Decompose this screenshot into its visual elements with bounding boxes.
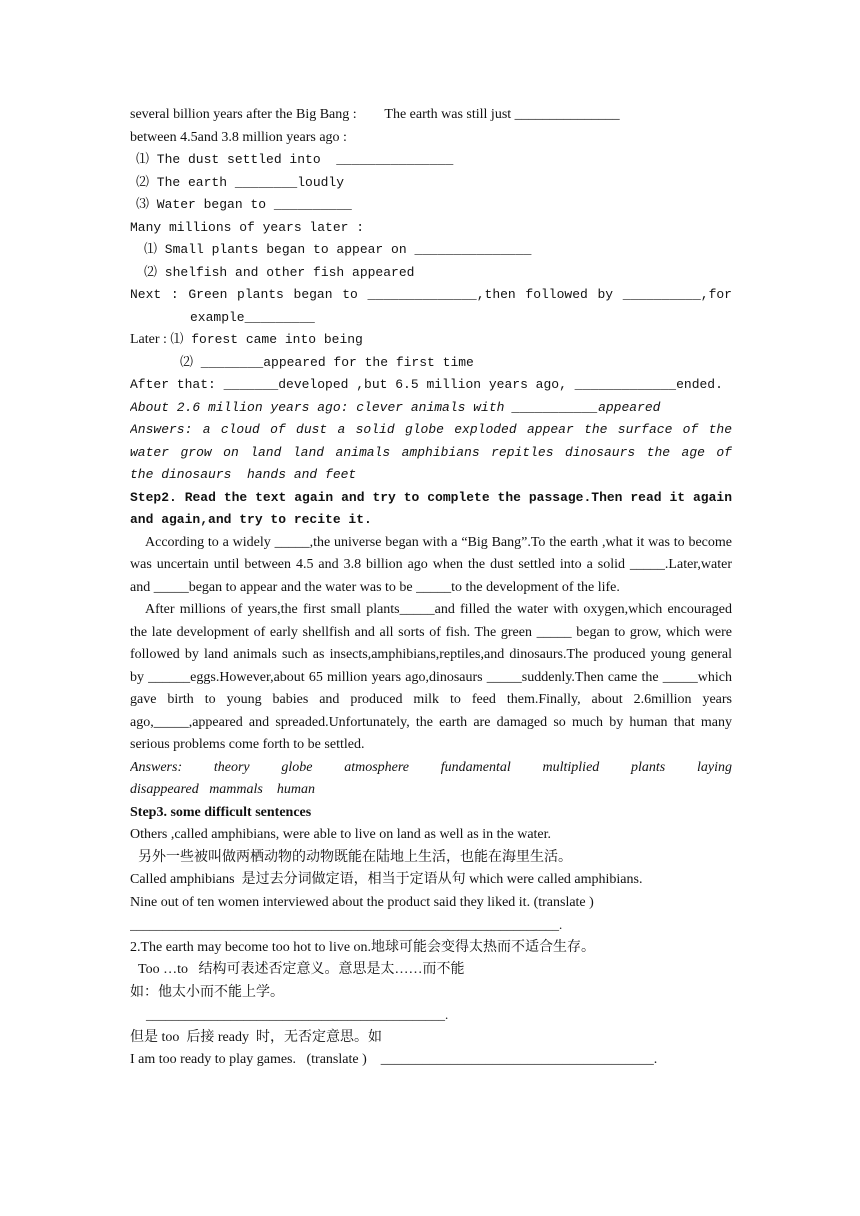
step2-answers-1: Answers: theory globe atmosphere fundamental multiplied plants laying (130, 759, 732, 775)
exercise-1: Nine out of ten women interviewed about the product said they liked it. (translate ) (130, 894, 594, 910)
sentence-1-note: Called amphibians 是过去分词做定语，相当于定语从句 which were called amphibians. (130, 872, 643, 887)
timeline-line-6: Many millions of years later : (130, 219, 365, 235)
step2-heading: Step2. Read the text again and try to complete the passage.Then read it again and again,and try to recite it. (130, 489, 732, 527)
sentence-2-note: Too …to 结构可表述否定意义。意思是太……而不能 (138, 962, 465, 977)
timeline-answers-3: the dinosaurs hands and feet (130, 467, 357, 482)
step2-paragraph-1: According to a widely _____,the universe began with a “Big Bang”.To the earth ,what it was to become was uncertain until between 4.5 and 3.8 billion ago when the dust settled into a solid _____.Later,water and _____began to appear and the water was to be _____to the development of the life. (130, 534, 732, 595)
step3-heading: Step3. some difficult sentences (130, 804, 312, 820)
sentence-2-answer-blank[interactable]: ______________________________________________. (146, 1007, 449, 1022)
later-item-1: ⑴ forest came into being (170, 332, 363, 347)
document-page (130, 104, 732, 1072)
timeline-line-10: example_________ (190, 309, 315, 325)
sentence-1: Others ,called amphibians, were able to live on land as well as in the water. (130, 827, 552, 842)
step2-paragraph-2: After millions of years,the first small plants_____and filled the water with oxygen,which encouraged the late development of early shellfish and all sorts of fish. The green _____ began to grow, which were followed by land animals such as insects,amphibians,reptiles,and dinosaurs.The produced young general by ______eggs.However,about 65 million years ago,dinosaurs _____suddenly.Then came the _____which gave birth to young babies and produced milk to feed them.Finally, about 2.6million years ago,_____,appeared and spreaded.Unfortunately, the earth are damaged so much by human that many serious problems come forth to be settled. (130, 602, 732, 752)
timeline-line-5: ⑶ Water began to __________ (136, 197, 352, 212)
timeline-line-13: After that: _______developed ,but 6.5 million years ago, _____________ended. (130, 377, 723, 392)
timeline-answers-1: Answers: a cloud of dust a solid globe exploded appear the surface of the (130, 422, 732, 437)
later-label: Later : (130, 332, 171, 347)
sentence-1-translation: 另外一些被叫做两栖动物的动物既能在陆地上生活，也能在海里生活。 (138, 849, 572, 865)
step2-answers-2: disappeared mammals human (130, 782, 315, 797)
timeline-line-1: several billion years after the Big Bang : The earth was still just _______________ (130, 107, 620, 122)
exercise-2: I am too ready to play games. (translate ) _______________________________________. (130, 1052, 658, 1067)
sentence-2-example: 如：他太小而不能上学。 (130, 984, 284, 1000)
timeline-line-2: between 4.5and 3.8 million years ago : (130, 129, 347, 145)
timeline-line-14: About 2.6 million years ago: clever animals with ___________appeared (130, 399, 661, 415)
sentence-2: 2.The earth may become too hot to live on.地球可能会变得太热而不适合生存。 (130, 939, 596, 955)
sentence-2-but-note: 但是 too 后接 ready 时，无否定意思。如 (130, 1029, 382, 1045)
timeline-line-7: ⑴ Small plants began to appear on _______________ (144, 242, 532, 257)
timeline-line-8: ⑵ shelfish and other fish appeared (144, 264, 415, 280)
timeline-line-11 (130, 329, 732, 352)
timeline-answers-2: water grow on land land animals amphibians repitles dinosaurs the age of (130, 444, 732, 460)
timeline-line-9: Next : Green plants began to ______________,then followed by __________,for (130, 287, 732, 302)
exercise-1-answer-blank[interactable]: __________________________________________________________________. (130, 917, 563, 932)
timeline-line-3: ⑴ The dust settled into _______________ (136, 152, 454, 167)
timeline-line-12: ⑵ ________appeared for the first time (180, 354, 474, 370)
timeline-line-4: ⑵ The earth ________loudly (136, 174, 345, 190)
